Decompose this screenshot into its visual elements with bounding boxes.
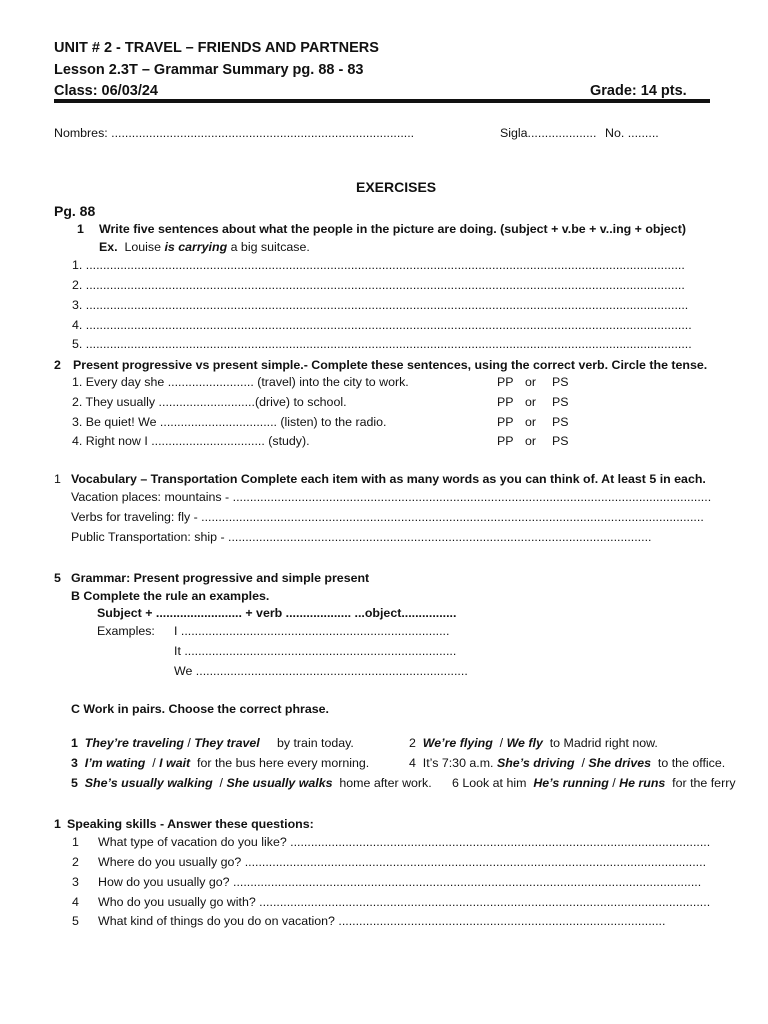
pair-5: 5 She’s usually walking / She usually walks home after work. <box>71 776 432 790</box>
question-3: How do you usually go? ........................................................................................................................................ <box>98 875 702 889</box>
ex2-instruction: Present progressive vs present simple.- Complete these sentences, using the correct verb. Circle the tense. <box>73 358 708 372</box>
ex2-item-1-ps: PS <box>552 375 569 389</box>
question-4: Who do you usually go with? ................................................................................................................................... <box>98 895 711 909</box>
ex1-line-2: 2. .............................................................................................................................................................................. <box>72 278 685 292</box>
pair-1-option-b: They travel <box>194 736 260 750</box>
example-we: We ............................................................................... <box>174 664 468 678</box>
lesson-title: Lesson 2.3T – Grammar Summary pg. 88 - 83 <box>54 62 364 78</box>
pair-2: 2 We’re flying / We fly to Madrid right now. <box>409 736 658 750</box>
pair-4: 4 It’s 7:30 a.m. She’s driving / She drives to the office. <box>409 756 726 770</box>
question-5: What kind of things do you do on vacation? ............................................................................................... <box>98 914 666 928</box>
ex2-item-4: 4. Right now I ................................. (study). <box>72 434 310 448</box>
ex2-item-4-ps: PS <box>552 434 569 448</box>
ex2-item-2-or: or <box>525 395 537 409</box>
ex1-example-post: a big suitcase. <box>227 240 310 254</box>
number-field: No. ......... <box>605 126 659 140</box>
ex1-instruction: Write five sentences about what the people in the picture are doing. (subject + v.be + v..ing + object) <box>99 222 686 236</box>
pair-6-num: 6 <box>452 776 459 790</box>
pair-6-pre: Look at him <box>462 776 527 790</box>
ex2-item-1-or: or <box>525 375 537 389</box>
pair-2-rest: to Madrid right now. <box>549 736 658 750</box>
ex1-line-3: 3. ............................................................................................................................................................................... <box>72 298 689 312</box>
grammar-sub-c: C Work in pairs. Choose the correct phrase. <box>71 702 329 716</box>
vocab-number: 1 <box>54 472 61 486</box>
nombres-field: Nombres: ........................................................................................ <box>54 126 415 140</box>
vocab-line-transport: Public Transportation: ship - ........................................................................................................................... <box>71 530 652 544</box>
grade: Grade: 14 pts. <box>590 83 687 99</box>
pair-5-num: 5 <box>71 776 78 790</box>
grammar-sub-b: B Complete the rule an examples. <box>71 589 270 603</box>
question-4-num: 4 <box>72 895 79 909</box>
ex2-item-2-pp: PP <box>497 395 514 409</box>
question-5-num: 5 <box>72 914 79 928</box>
ex2-item-3-pp: PP <box>497 415 514 429</box>
ex2-item-4-pp: PP <box>497 434 514 448</box>
pair-6-rest: for the ferry <box>672 776 736 790</box>
ex1-line-1: 1. .............................................................................................................................................................................. <box>72 258 685 272</box>
pair-1-rest: by train today. <box>276 736 354 750</box>
exercises-title: EXERCISES <box>356 179 437 195</box>
grammar-number: 5 <box>54 571 61 585</box>
pair-2-option-a: We’re flying <box>422 736 493 750</box>
question-1-num: 1 <box>72 835 79 849</box>
pair-1-option-a: They’re traveling <box>84 736 184 750</box>
sigla-field: Sigla.................... <box>500 126 597 140</box>
class-date: Class: 06/03/24 <box>54 83 158 99</box>
ex2-item-2: 2. They usually ............................(drive) to school. <box>72 395 347 409</box>
question-2-num: 2 <box>72 855 79 869</box>
question-1: What type of vacation do you like? .......................................................................................................................... <box>98 835 711 849</box>
ex2-item-3: 3. Be quiet! We .................................. (listen) to the radio. <box>72 415 387 429</box>
ex2-number: 2 <box>54 358 61 372</box>
pair-1-num: 1 <box>71 736 78 750</box>
vocab-line-verbs: Verbs for traveling: fly - .................................................................................................................................................. <box>71 510 704 524</box>
ex2-item-1-pp: PP <box>497 375 514 389</box>
ex1-example-pre: Louise <box>124 240 165 254</box>
ex2-item-1: 1. Every day she ......................... (travel) into the city to work. <box>72 375 409 389</box>
pair-4-pre: It’s 7:30 a.m. <box>422 756 494 770</box>
ex1-example-label: Ex. <box>99 240 118 254</box>
ex2-item-3-or: or <box>525 415 537 429</box>
vocab-line-vacation: Vacation places: mountains - ........................................................................................................................................... <box>71 490 712 504</box>
pair-6: 6 Look at him He’s running / He runs for the ferry <box>452 776 736 790</box>
grammar-rule: Subject + ......................... + verb ................... ...object................ <box>97 606 457 620</box>
ex2-item-2-ps: PS <box>552 395 569 409</box>
pair-5-option-a: She’s usually walking <box>84 776 213 790</box>
pair-5-option-b: She usually walks <box>226 776 333 790</box>
pair-4-rest: to the office. <box>657 756 726 770</box>
question-3-num: 3 <box>72 875 79 889</box>
speaking-title: Speaking skills - Answer these questions: <box>67 817 314 831</box>
example-i: I .............................................................................. <box>174 624 450 638</box>
ex2-item-3-ps: PS <box>552 415 569 429</box>
header-rule <box>54 99 710 103</box>
pair-3-option-b: I wait <box>159 756 191 770</box>
pair-5-rest: home after work. <box>339 776 432 790</box>
ex1-example <box>99 240 310 254</box>
ex1-number: 1 <box>77 222 84 236</box>
pair-2-num: 2 <box>409 736 416 750</box>
pair-1: 1 They’re traveling / They travel by train today. <box>71 736 354 750</box>
speaking-number: 1 <box>54 817 61 831</box>
pair-3: 3 I’m wating / I wait for the bus here every morning. <box>71 756 370 770</box>
pair-3-rest: for the bus here every morning. <box>197 756 370 770</box>
grammar-title: Grammar: Present progressive and simple present <box>71 571 370 585</box>
ex1-line-5: 5. ................................................................................................................................................................................ <box>72 337 692 351</box>
ex2-item-4-or: or <box>525 434 537 448</box>
page-label: Pg. 88 <box>54 203 96 219</box>
pair-2-option-b: We fly <box>506 736 543 750</box>
pair-6-option-b: He runs <box>619 776 666 790</box>
pair-3-num: 3 <box>71 756 78 770</box>
pair-3-option-a: I’m wating <box>84 756 146 770</box>
pair-4-num: 4 <box>409 756 416 770</box>
pair-4-option-b: She drives <box>588 756 652 770</box>
pair-6-option-a: He’s running <box>533 776 609 790</box>
pair-4-option-a: She’s driving <box>496 756 575 770</box>
vocab-instruction: Vocabulary – Transportation Complete each item with as many words as you can think of. At least 5 in each. <box>71 472 706 486</box>
ex1-example-em: is carrying <box>164 240 228 254</box>
unit-title: UNIT # 2 - TRAVEL – FRIENDS AND PARTNERS <box>54 40 379 56</box>
examples-label: Examples: <box>97 624 155 638</box>
ex1-line-4: 4. ................................................................................................................................................................................ <box>72 318 692 332</box>
question-2: Where do you usually go? ...................................................................................................................................... <box>98 855 707 869</box>
example-it: It ............................................................................... <box>174 644 457 658</box>
